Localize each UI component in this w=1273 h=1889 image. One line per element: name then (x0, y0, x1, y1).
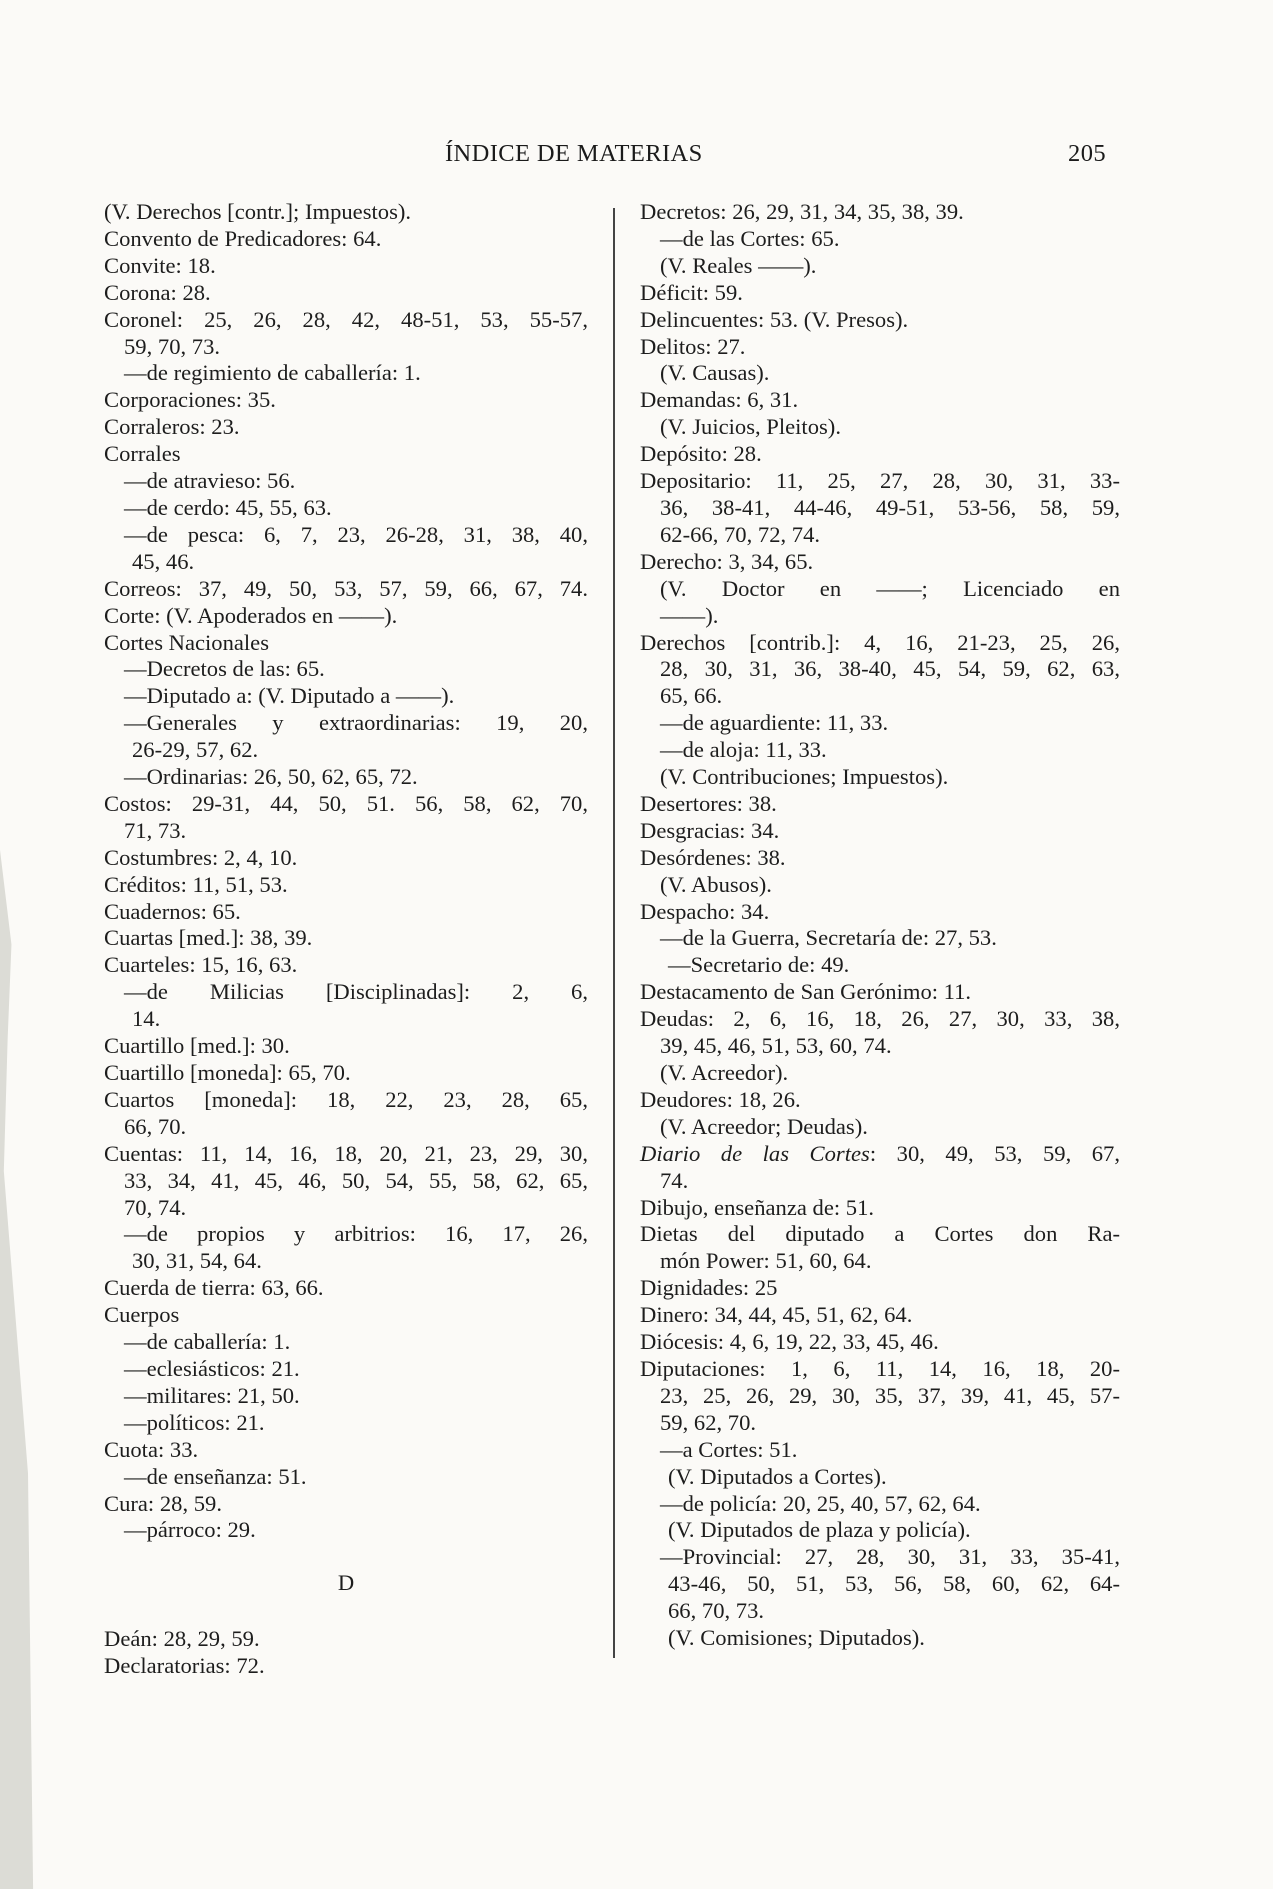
index-entry: Corporaciones: 35. (104, 387, 276, 413)
index-entry: Créditos: 11, 51, 53. (104, 871, 288, 897)
index-entry: Cuadernos: 65. (104, 898, 241, 924)
index-entry: Costumbres: 2, 4, 10. (104, 844, 298, 870)
index-entry: Dignidades: 25 (640, 1275, 778, 1301)
index-crossref: (V. Diputados de plaza y policía). (668, 1517, 971, 1543)
index-entry: Dietas del diputado a Cortes don Ra- (640, 1221, 1120, 1247)
index-entry: 36, 38-41, 44-46, 49-51, 53-56, 58, 59, (660, 494, 1120, 520)
index-entry: món Power: 51, 60, 64. (660, 1248, 872, 1274)
index-subentry: —de pesca: 6, 7, 23, 26-28, 31, 38, 40, (124, 521, 588, 547)
index-crossref: (V. Reales ——). (660, 252, 817, 278)
index-subentry: —de aloja: 11, 33. (660, 737, 827, 763)
index-entry: Cortes Nacionales (104, 629, 270, 655)
index-subentry: 45, 46. (132, 548, 195, 574)
index-entry: Cuentas: 11, 14, 16, 18, 20, 21, 23, 29, 30, (104, 1140, 588, 1166)
index-entry: Deán: 28, 29, 59. (104, 1626, 260, 1652)
index-crossref: (V. Causas). (660, 360, 770, 386)
index-subentry: 14. (132, 1006, 161, 1032)
index-entry: Correos: 37, 49, 50, 53, 57, 59, 66, 67, 74. (104, 575, 588, 601)
index-entry: Demandas: 6, 31. (640, 387, 799, 413)
index-entry: 28, 30, 31, 36, 38-40, 45, 54, 59, 62, 63, (660, 656, 1120, 682)
index-subentry: —Decretos de las: 65. (124, 656, 325, 682)
index-entry: Cuarteles: 15, 16, 63. (104, 952, 298, 978)
index-subentry: —de propios y arbitrios: 16, 17, 26, (124, 1221, 588, 1247)
index-subentry: 43-46, 50, 51, 53, 56, 58, 60, 62, 64- (668, 1571, 1120, 1597)
index-subentry: —de las Cortes: 65. (660, 225, 840, 251)
index-entry: Corte: (V. Apoderados en ——). (104, 602, 398, 628)
index-entry: Convento de Predicadores: 64. (104, 225, 382, 251)
index-entry: Depósito: 28. (640, 441, 762, 467)
index-entry: Derechos [contrib.]: 4, 16, 21-23, 25, 26, (640, 629, 1120, 655)
index-entry: Cuartillo [moneda]: 65, 70. (104, 1060, 351, 1085)
index-entry: 59, 62, 70. (660, 1409, 757, 1435)
index-subentry: 26-29, 57, 62. (132, 737, 259, 763)
index-column-left (104, 199, 588, 1680)
index-entry: Diario de las Cortes: 30, 49, 53, 59, 67, (640, 1140, 1121, 1166)
index-entry: Coronel: 25, 26, 28, 42, 48-51, 53, 55-57, (104, 306, 588, 332)
section-letter: D (337, 1570, 355, 1596)
index-subentry: —militares: 21, 50. (124, 1382, 300, 1408)
index-subentry: 30, 31, 54, 64. (132, 1248, 262, 1274)
index-column-right (640, 199, 1120, 1652)
index-subentry: —Provincial: 27, 28, 30, 31, 33, 35-41, (660, 1544, 1120, 1570)
index-subentry: —de regimiento de caballería: 1. (124, 360, 421, 386)
running-title: ÍNDICE DE MATERIAS (445, 140, 703, 167)
index-crossref: (V. Acreedor; Deudas). (660, 1113, 868, 1139)
index-subentry: —a Cortes: 51. (660, 1436, 798, 1462)
index-subentry: —de caballería: 1. (124, 1329, 291, 1355)
index-crossref: (V. Juicios, Pleitos). (660, 414, 841, 440)
index-entry: Cuerpos (104, 1302, 180, 1328)
index-entry: Dinero: 34, 44, 45, 51, 62, 64. (640, 1302, 913, 1328)
index-subentry: —de enseñanza: 51. (124, 1463, 307, 1489)
index-entry: Déficit: 59. (640, 279, 743, 305)
index-crossref: (V. Comisiones; Diputados). (668, 1625, 925, 1651)
index-entry: 62-66, 70, 72, 74. (660, 521, 821, 547)
index-entry: Convite: 18. (104, 252, 216, 278)
index-subentry: —Diputado a: (V. Diputado a ——). (124, 683, 455, 709)
index-entry: Diputaciones: 1, 6, 11, 14, 16, 18, 20- (640, 1355, 1120, 1381)
index-entry: Declaratorias: 72. (104, 1653, 265, 1679)
index-entry: Destacamento de San Gerónimo: 11. (640, 979, 972, 1005)
index-entry: Diócesis: 4, 6, 19, 22, 33, 45, 46. (640, 1329, 939, 1355)
index-subentry: —de Milicias [Disciplinadas]: 2, 6, (124, 979, 588, 1005)
index-subentry: —Generales y extraordinarias: 19, 20, (124, 710, 588, 736)
index-subentry: —Ordinarias: 26, 50, 62, 65, 72. (124, 764, 418, 790)
index-entry: Cuerda de tierra: 63, 66. (104, 1275, 324, 1301)
index-entry: 70, 74. (124, 1194, 187, 1220)
index-entry: Derecho: 3, 34, 65. (640, 548, 814, 574)
index-entry: Costos: 29-31, 44, 50, 51. 56, 58, 62, 70, (104, 790, 588, 816)
page-header (100, 140, 1110, 174)
index-entry: Desgracias: 34. (640, 817, 780, 843)
index-entry: 23, 25, 26, 29, 30, 35, 37, 39, 41, 45, 57- (660, 1382, 1120, 1408)
index-crossref: (V. Contribuciones; Impuestos). (660, 764, 949, 790)
index-entry: 59, 70, 73. (124, 333, 221, 359)
index-entry: Depositario: 11, 25, 27, 28, 30, 31, 33- (640, 468, 1120, 494)
index-entry: Dibujo, enseñanza de: 51. (640, 1194, 875, 1220)
index-entry: Corrales (104, 441, 181, 467)
index-entry: Deudores: 18, 26. (640, 1086, 801, 1112)
index-entry: Desertores: 38. (640, 790, 777, 816)
index-subentry: —párroco: 29. (124, 1517, 256, 1543)
index-entry: Delitos: 27. (640, 333, 746, 359)
index-subentry: —de policía: 20, 25, 40, 57, 62, 64. (660, 1490, 981, 1516)
index-crossref: ——). (660, 602, 719, 628)
index-crossref: (V. Acreedor). (660, 1060, 789, 1085)
index-crossref: (V. Abusos). (660, 871, 772, 897)
index-entry: 39, 45, 46, 51, 53, 60, 74. (660, 1033, 892, 1059)
index-entry: Despacho: 34. (640, 898, 770, 924)
index-subentry: —Secretario de: 49. (668, 952, 850, 978)
index-entry: 74. (660, 1167, 689, 1193)
index-entry: 65, 66. (660, 683, 723, 709)
index-entry: (V. Derechos [contr.]; Impuestos). (104, 199, 412, 224)
section-spacer (104, 1598, 588, 1626)
index-entry: Desórdenes: 38. (640, 844, 786, 870)
index-subentry: —políticos: 21. (124, 1409, 265, 1435)
index-subentry: —de la Guerra, Secretaría de: 27, 53. (660, 925, 997, 951)
index-entry: Cuartillo [med.]: 30. (104, 1033, 290, 1059)
index-subentry: 66, 70, 73. (668, 1598, 765, 1624)
page-number: 205 (1068, 140, 1106, 167)
column-divider (613, 208, 615, 1658)
index-subentry: —de aguardiente: 11, 33. (660, 710, 889, 736)
index-entry: 71, 73. (124, 817, 187, 843)
index-entry: Cuartas [med.]: 38, 39. (104, 925, 313, 951)
index-entry: Delincuentes: 53. (V. Presos). (640, 306, 909, 332)
index-crossref: (V. Doctor en ——; Licenciado en (660, 575, 1120, 601)
index-entry: Cuartos [moneda]: 18, 22, 23, 28, 65, (104, 1086, 588, 1112)
work-title: Diario de las Cortes (640, 1140, 870, 1166)
index-subentry: —de atravieso: 56. (124, 468, 296, 494)
index-entry: Decretos: 26, 29, 31, 34, 35, 38, 39. (640, 199, 964, 224)
index-entry: Corona: 28. (104, 279, 211, 305)
index-entry: 33, 34, 41, 45, 46, 50, 54, 55, 58, 62, 65, (124, 1167, 588, 1193)
index-entry: Cuota: 33. (104, 1436, 199, 1462)
index-entry: Cura: 28, 59. (104, 1490, 222, 1516)
index-entry: Corraleros: 23. (104, 414, 240, 440)
index-subentry: —eclesiásticos: 21. (124, 1355, 300, 1381)
index-subentry: —de cerdo: 45, 55, 63. (124, 494, 332, 520)
index-entry: Deudas: 2, 6, 16, 18, 26, 27, 30, 33, 38, (640, 1006, 1120, 1032)
index-entry: 66, 70. (124, 1113, 187, 1139)
index-crossref: (V. Diputados a Cortes). (668, 1463, 887, 1489)
